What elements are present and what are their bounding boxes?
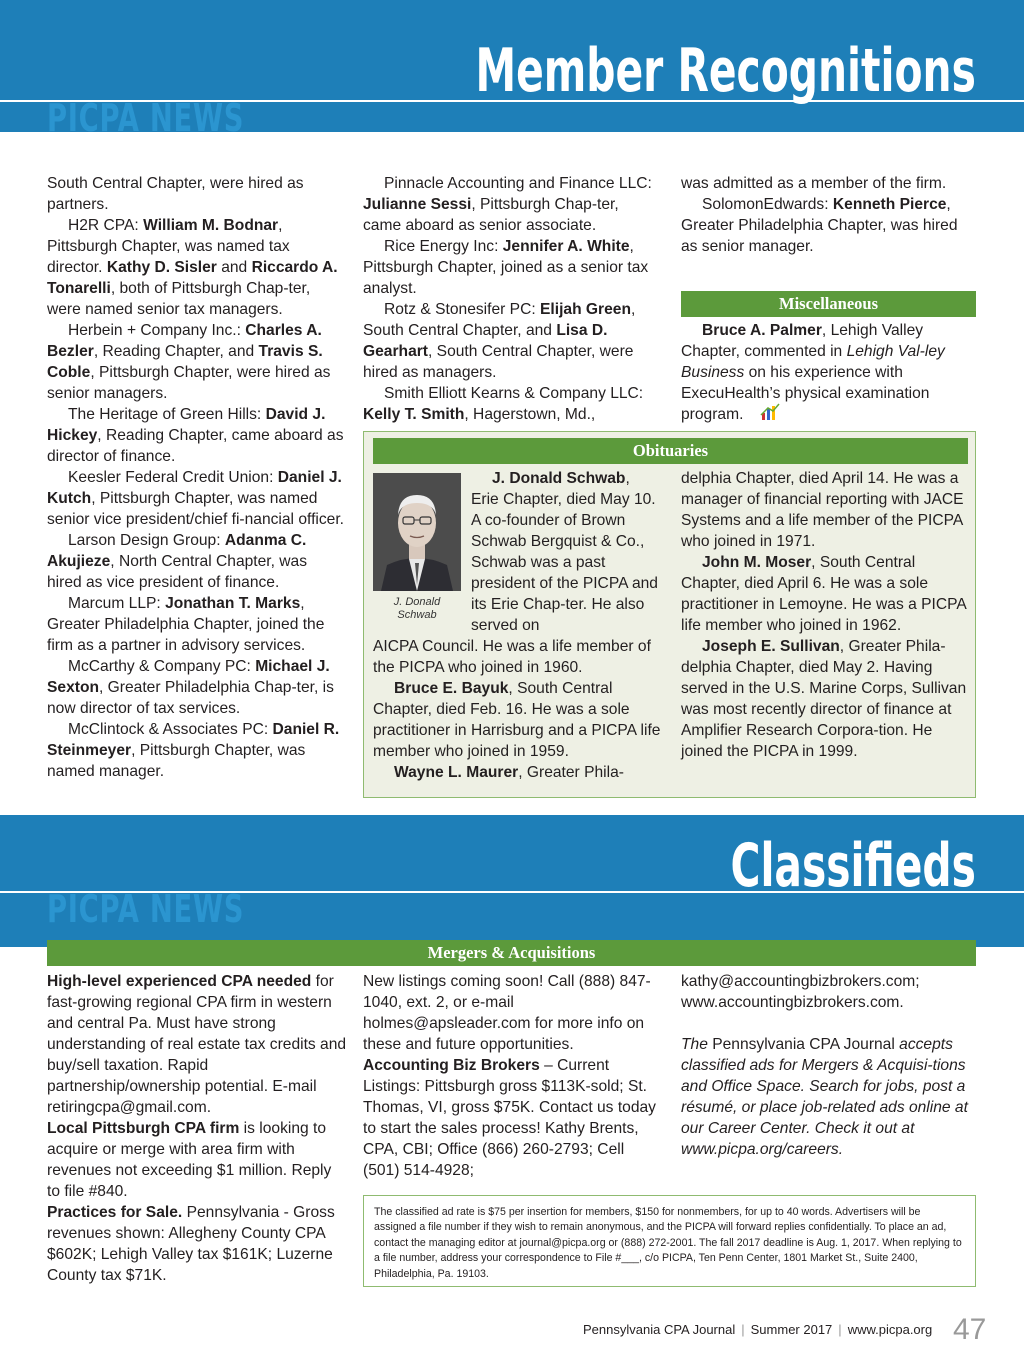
page-number: 47: [953, 1313, 987, 1346]
chart-icon: [760, 403, 780, 421]
recognitions-column-2: [363, 173, 657, 425]
classifieds-column-1: [47, 971, 347, 1286]
paragraph: McCarthy & Company PC: Michael J. Sexton, Greater Philadelphia Chap-ter, is now director of tax services.: [47, 658, 334, 717]
journal-name: Pennsylvania CPA Journal: [583, 1322, 736, 1337]
miscellaneous-header: Miscellaneous: [681, 291, 976, 317]
obit-paragraph: J. Donald Schwab, Erie Chapter, died May 10. A co-founder of Brown Schwab Bergquist & Co., Schwab was a past president of the PICPA and its Erie Chap-ter. He also served on: [471, 470, 658, 634]
misc-paragraph: Bruce A. Palmer, Lehigh Valley Chapter, commented in Lehigh Val-ley Business on his experience with ExecuHealth’s physical examination program.: [681, 322, 945, 423]
mergers-acquisitions-header: Mergers & Acquisitions: [47, 940, 976, 966]
paragraph: The Heritage of Green Hills: David J. Hickey, Reading Chapter, came aboard as director of finance.: [47, 406, 344, 465]
paragraph: Joseph E. Sullivan, Greater Phila-delphia Chapter, died May 2. Having served in the U.S. Marine Corps, Sullivan was most recently director of finance at Amplifier Research Corpora-tion. He joined the PICPA in 1999.: [681, 638, 967, 760]
paragraph: was admitted as a member of the firm.: [681, 175, 947, 192]
page-footer: Pennsylvania CPA Journal | Summer 2017 | www.picpa.org: [583, 1322, 933, 1337]
picpa-news-kicker: PICPA NEWS: [47, 96, 245, 140]
recognitions-column-3: [681, 173, 977, 257]
paragraph: delphia Chapter, died April 14. He was a manager of financial reporting with JACE Systems and a life member of the PICPA who joined in 1971.: [681, 470, 964, 550]
paragraph: Rotz & Stonesifer PC: Elijah Green, South Central Chapter, and Lisa D. Gearhart, South Central Chapter, were hired as managers.: [363, 301, 636, 381]
paragraph: South Central Chapter, were hired as partners.: [47, 175, 304, 213]
recognitions-column-1: [47, 173, 344, 782]
ad-rate-notice: The classified ad rate is $75 per insertion for members, $150 for nonmembers, for up to 40 words. Advertisers will be assigned a file number if they wish to remain anonymous, and the PICPA will forward replies confidentially. To place an ad, contact the managing editor at journal@picpa.org or (888) 272-2001. The fall 2017 deadline is Aug. 1, 2017. When replying to a file number, address your correspondence to File #___, c/o PICPA, Ten Penn Center, 1801 Market St., Suite 2400, Philadelphia, Pa. 19103.: [363, 1195, 976, 1287]
photo-caption: J. Donald Schwab: [393, 596, 441, 621]
paragraph: Herbein + Company Inc.: Charles A. Bezler, Reading Chapter, and Travis S. Coble, Pittsburgh Chapter, were hired as senior managers.: [47, 322, 331, 402]
issue-date: Summer 2017: [750, 1322, 833, 1337]
paragraph: Pinnacle Accounting and Finance LLC: Julianne Sessi, Pittsburgh Chap-ter, came aboard as senior associate.: [363, 175, 652, 234]
paragraph: Bruce E. Bayuk, South Central Chapter, died Feb. 16. He was a sole practitioner in Harrisburg and a PICPA life member who joined in 1959.: [373, 680, 661, 760]
section-heading: Member Recognitions: [475, 36, 976, 106]
paragraph: H2R CPA: William M. Bodnar, Pittsburgh Chapter, was named tax director. Kathy D. Sisler and Riccardo A. Tonarelli, both of Pittsburgh Chap-ter, were named senior tax managers.: [47, 217, 338, 318]
paragraph: Smith Elliott Kearns & Company LLC: Kelly T. Smith, Hagerstown, Md.,: [363, 385, 644, 423]
paragraph: Keesler Federal Credit Union: Daniel J. Kutch, Pittsburgh Chapter, was named senior vice president/chief fi-nancial officer.: [47, 469, 345, 528]
classifieds-banner: [0, 815, 1024, 947]
paragraph: Wayne L. Maurer, Greater Phila-: [394, 764, 624, 781]
obit-beside-photo: [471, 468, 661, 636]
portrait-photo: [373, 473, 461, 591]
paragraph: John M. Moser, South Central Chapter, died April 6. He was a sole practitioner in Lemoyne. He was a PICPA life member who joined in 1962.: [681, 554, 966, 634]
classifieds-column-2: [363, 971, 658, 1181]
website-link[interactable]: www.picpa.org: [847, 1322, 933, 1337]
picpa-news-kicker: PICPA NEWS: [47, 887, 245, 931]
classifieds-column-3: [681, 971, 977, 1160]
paragraph: SolomonEdwards: Kenneth Pierce, Greater Philadelphia Chapter, was hired as senior manager.: [681, 196, 958, 255]
member-recognitions-banner: [0, 0, 1024, 140]
paragraph: Larson Design Group: Adanma C. Akujieze, North Central Chapter, was hired as vice president of finance.: [47, 532, 308, 591]
section-heading: Classifieds: [730, 831, 976, 901]
classified-ads: New listings coming soon! Call (888) 847-1040, ext. 2, or e-mail holmes@apsleader.com for more info on these and future opportunities. Accounting Biz Brokers – Current Listings: Pittsburgh gross $113K-sold; St. Thomas, VI, gross $75K. Contact us today to start the sales process! Kathy Brents, CPA, CBI; Office (866) 260-2793; Cell (501) 514-4928;: [363, 973, 656, 1179]
paragraph: AICPA Council. He was a life member of the PICPA who joined in 1960.: [373, 638, 651, 676]
paragraph: Marcum LLP: Jonathan T. Marks, Greater Philadelphia Chapter, joined the firm as a partner in advisory services.: [47, 595, 325, 654]
obituaries-box: [363, 431, 976, 798]
miscellaneous-text: [681, 320, 971, 425]
paragraph: McClintock & Associates PC: Daniel R. Steinmeyer, Pittsburgh Chapter, was named manager.: [47, 721, 340, 780]
obituaries-header: Obituaries: [373, 438, 968, 464]
obit-left-column: [373, 636, 663, 783]
obit-right-column: [681, 468, 971, 762]
classified-ads: High-level experienced CPA needed for fast-growing regional CPA firm in western and central Pa. Must have strong understanding of real estate tax credits and buy/sell taxation. Rapid partnership/ownership potential. E-mail retiringcpa@gmail.com. Local Pittsburgh CPA firm is looking to acquire or merge with area firm with revenues not exceeding $1 million. Reply to file #840. Practices for Sale. Pennsylvania - Gross revenues shown: Allegheny County CPA $602K; Lehigh Valley tax $161K; Luzerne County tax $71K.: [47, 973, 347, 1284]
paragraph: Rice Energy Inc: Jennifer A. White, Pittsburgh Chapter, joined as a senior tax analyst.: [363, 238, 649, 297]
classified-ads: kathy@accountingbizbrokers.com; www.accountingbizbrokers.com. The Pennsylvania CPA Journal accepts classified ads for Mergers & Acquisi-tions and Office Space. Search for jobs, post a résumé, or place job-related ads online at our Career Center. Check it out at www.picpa.org/careers.: [681, 973, 968, 1158]
